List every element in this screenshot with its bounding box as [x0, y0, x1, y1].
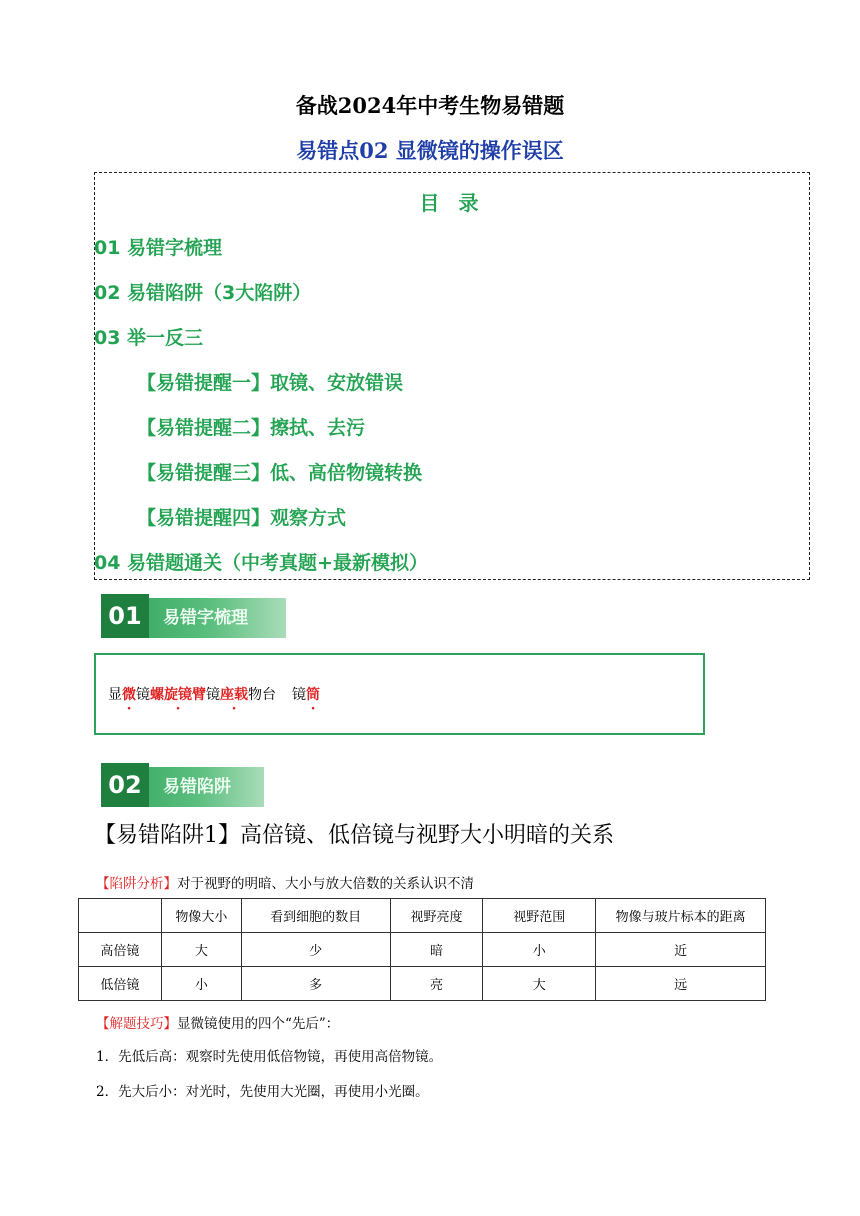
word-error-highlight: 螺旋镜臂 [150, 687, 206, 703]
table-header-row [79, 899, 766, 933]
section-label-02: 易错陷阱 [163, 777, 231, 797]
table-row [79, 967, 766, 1001]
word-error-highlight: 微 [122, 687, 136, 703]
table-cell: 高倍镜 [79, 933, 162, 967]
toc-item-reminder-3[interactable]: 【易错提醒三】低、高倍物镜转换 [137, 462, 423, 484]
table-of-contents [94, 172, 810, 580]
document-title: 备战2024年中考生物易错题 [295, 93, 565, 118]
toc-heading: 目 录 [419, 191, 485, 215]
word-normal: 镜 [206, 687, 220, 703]
analysis-label: 【陷阱分析】 [96, 876, 177, 892]
section-label-01: 易错字梳理 [163, 608, 248, 628]
table-cell: 远 [596, 967, 766, 1001]
toc-item-reminder-4[interactable]: 【易错提醒四】观察方式 [137, 507, 347, 529]
table-cell: 小 [483, 933, 596, 967]
analysis-text: 对于视野的明暗、大小与放大倍数的关系认识不清 [177, 876, 474, 892]
word-error-highlight: 筒 [306, 687, 320, 703]
table-header-cell: 物像与玻片标本的距离 [596, 899, 766, 933]
table-cell: 近 [596, 933, 766, 967]
tip-line-1: 1．先低后高：观察时先使用低倍物镜，再使用高倍物镜。 [96, 1049, 443, 1065]
table-header-cell: 视野亮度 [390, 899, 483, 933]
table-cell: 小 [161, 967, 241, 1001]
toc-item-reminder-2[interactable]: 【易错提醒二】擦拭、去污 [137, 417, 366, 439]
toc-item-reminder-1[interactable]: 【易错提醒一】取镜、安放错误 [137, 372, 404, 394]
table-cell: 多 [241, 967, 390, 1001]
table-row [79, 933, 766, 967]
tips-text: 显微镜使用的四个“先后”： [177, 1016, 340, 1032]
word-normal: 显 [108, 687, 122, 703]
word-normal: 镜 [292, 687, 306, 703]
table-cell: 大 [161, 933, 241, 967]
trap-analysis [96, 872, 474, 892]
toc-item-04[interactable]: 04 易错题通关（中考真题+最新模拟） [94, 552, 428, 574]
trap-title: 【易错陷阱1】高倍镜、低倍镜与视野大小明暗的关系 [94, 823, 614, 848]
word-normal: 镜 [136, 687, 150, 703]
word-normal: 物台 [248, 687, 276, 703]
toc-item-02[interactable]: 02 易错陷阱（3大陷阱） [94, 282, 312, 304]
table-header-cell [79, 899, 162, 933]
typo-words-line [108, 684, 320, 704]
table-cell: 低倍镜 [79, 967, 162, 1001]
tips-label: 【解题技巧】 [96, 1016, 177, 1032]
section-number-01: 01 [101, 594, 149, 638]
document-subtitle: 易错点02 显微镜的操作误区 [296, 138, 564, 163]
table-cell: 暗 [390, 933, 483, 967]
word-error-highlight: 座载 [220, 687, 248, 703]
typo-words-box [94, 653, 705, 735]
toc-item-01[interactable]: 01 易错字梳理 [94, 237, 223, 259]
section-banner-01 [101, 598, 286, 638]
table-header-cell: 视野范围 [483, 899, 596, 933]
table-cell: 少 [241, 933, 390, 967]
table-cell: 亮 [390, 967, 483, 1001]
table-cell: 大 [483, 967, 596, 1001]
toc-item-03[interactable]: 03 举一反三 [94, 327, 204, 349]
tip-line-2: 2．先大后小：对光时，先使用大光圈，再使用小光圈。 [96, 1084, 429, 1100]
comparison-table [78, 898, 766, 1001]
section-banner-02 [101, 767, 264, 807]
table-header-cell: 物像大小 [161, 899, 241, 933]
table-header-cell: 看到细胞的数目 [241, 899, 390, 933]
solution-tips [96, 1012, 339, 1032]
section-number-02: 02 [101, 763, 149, 807]
